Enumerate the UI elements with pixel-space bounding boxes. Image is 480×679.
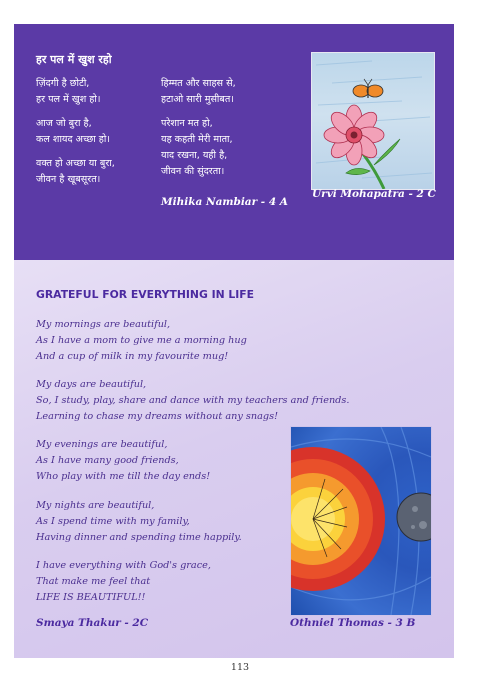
hindi-stanza bbox=[36, 116, 171, 148]
poem-stanza bbox=[36, 377, 350, 425]
hindi-stanza bbox=[36, 156, 171, 188]
hindi-poem-right-column bbox=[161, 76, 311, 188]
poem-line: I have everything with God's grace, bbox=[36, 560, 211, 571]
poem-line: My days are beautiful, bbox=[36, 379, 147, 390]
poem-line: हर पल में खुश हो। bbox=[36, 94, 101, 105]
hindi-stanza bbox=[161, 76, 311, 108]
hindi-poem-author: Mihika Nambiar - 4 A bbox=[161, 196, 288, 208]
poem-line: हटाओ सारी मुसीबत। bbox=[161, 94, 234, 105]
poem-line: As I have a mom to give me a morning hug bbox=[36, 335, 247, 346]
poem-line: परेशान मत हो, bbox=[161, 118, 213, 129]
poem-line: My mornings are beautiful, bbox=[36, 319, 171, 330]
poem-line: And a cup of milk in my favourite mug! bbox=[36, 351, 229, 362]
sun-moon-artwork bbox=[290, 426, 432, 616]
sun-moon-illustration bbox=[291, 427, 431, 615]
hindi-poem-title: हर पल में खुश रहो bbox=[36, 53, 112, 66]
poem-line: वक्त हो अच्छा या बुरा, bbox=[36, 158, 115, 169]
sun-icon bbox=[291, 447, 385, 591]
poem-stanza bbox=[36, 317, 336, 365]
poem-line: My evenings are beautiful, bbox=[36, 439, 168, 450]
poem-line: जीवन है खूबसूरत। bbox=[36, 174, 101, 185]
moon-icon bbox=[397, 493, 431, 541]
poem-line: यह कहती मेरी माता, bbox=[161, 134, 233, 145]
page-number: 113 bbox=[230, 662, 250, 673]
poem-line: ज़िंदगी है छोटी, bbox=[36, 78, 90, 89]
english-poem-title: GRATEFUL FOR EVERYTHING IN LIFE bbox=[36, 288, 255, 301]
hindi-stanza bbox=[161, 116, 311, 180]
english-poem-panel bbox=[14, 260, 454, 658]
poem-line: याद रखना, यही है, bbox=[161, 150, 228, 161]
hindi-poem-panel bbox=[14, 24, 454, 260]
hindi-poem-left-column bbox=[36, 76, 171, 196]
poem-line: As I have many good friends, bbox=[36, 455, 179, 466]
poem-line: आज जो बुरा है, bbox=[36, 118, 92, 129]
poem-line: Learning to chase my dreams without any snags! bbox=[36, 411, 278, 422]
butterfly-icon bbox=[353, 79, 383, 98]
poem-line: हिम्मत और साहस से, bbox=[161, 78, 236, 89]
english-poem-author: Smaya Thakur - 2C bbox=[36, 617, 149, 629]
poem-line: As I spend time with my family, bbox=[36, 516, 190, 527]
poem-line: That make me feel that bbox=[36, 576, 151, 587]
poem-line: My nights are beautiful, bbox=[36, 500, 155, 511]
butterfly-flower-artwork bbox=[311, 52, 435, 190]
poem-line: कल शायद अच्छा हो। bbox=[36, 134, 110, 145]
poem-line: जीवन की सुंदरता। bbox=[161, 166, 225, 177]
butterfly-flower-illustration bbox=[312, 53, 434, 189]
poem-line: LIFE IS BEAUTIFUL!! bbox=[36, 592, 146, 603]
hindi-stanza bbox=[36, 76, 171, 108]
poem-line: Having dinner and spending time happily. bbox=[36, 532, 242, 543]
bottom-artwork-caption: Othniel Thomas - 3 B bbox=[290, 617, 416, 629]
top-artwork-caption: Urvi Mohapatra - 2 C bbox=[312, 188, 436, 200]
poem-line: So, I study, play, share and dance with my teachers and friends. bbox=[36, 395, 350, 406]
poem-line: Who play with me till the day ends! bbox=[36, 471, 211, 482]
